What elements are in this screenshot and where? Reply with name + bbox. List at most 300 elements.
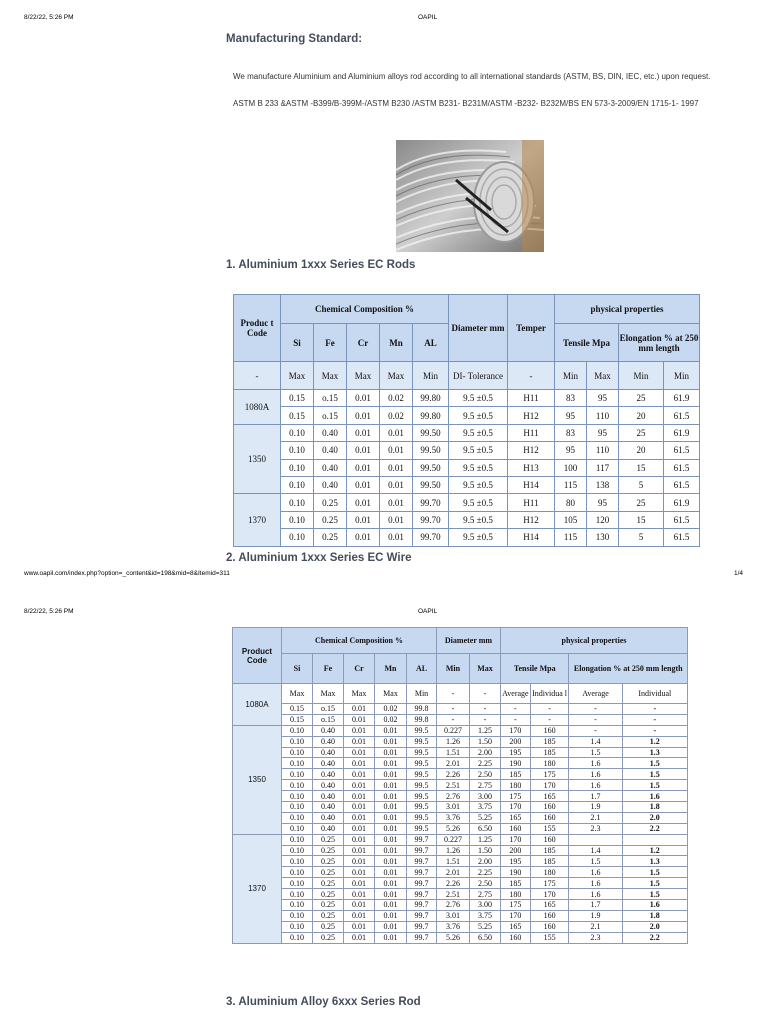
wire-cell: 2.26 xyxy=(437,878,470,889)
elongation-header: Elongation % at 250 mm length xyxy=(619,324,700,362)
product-code-cell: 1370 xyxy=(234,494,281,546)
wire-cell: 0.01 xyxy=(375,823,407,834)
cell-fe: 0.40 xyxy=(314,424,347,441)
wire-cell: 1.5 xyxy=(622,889,687,900)
wire-cell: 3.75 xyxy=(470,910,501,921)
cell-al: 99.70 xyxy=(413,511,449,528)
wire-limit-dmax: - xyxy=(470,684,501,704)
cell-dia: 9.5 ±0.5 xyxy=(449,529,508,546)
product-code-cell: 1350 xyxy=(234,424,281,494)
wire-cell: 2.1 xyxy=(569,812,622,823)
cell-temper: H14 xyxy=(508,476,555,493)
wire-cell: - xyxy=(470,714,501,725)
wire-cell: 0.01 xyxy=(375,834,407,845)
wire-cell: 1.6 xyxy=(569,769,622,780)
limit-tensile-min: Min xyxy=(555,362,587,390)
wire-cell: 0.10 xyxy=(282,845,313,856)
wire-limit-mn: Max xyxy=(375,684,407,704)
wire-cell: 99.7 xyxy=(407,932,437,943)
cell-fe: 0.25 xyxy=(314,511,347,528)
product-code-header: Produc t Code xyxy=(234,295,281,362)
cell-cr: 0.01 xyxy=(347,529,380,546)
limits-row xyxy=(234,362,700,390)
limit-si: Max xyxy=(281,362,314,390)
wire-cell: 99.7 xyxy=(407,921,437,932)
wire-cell: 0.01 xyxy=(344,758,375,769)
wire-cell: 99.5 xyxy=(407,769,437,780)
cell-mn: 0.02 xyxy=(380,390,413,407)
cell-dia: 9.5 ±0.5 xyxy=(449,407,508,424)
wire-cell: 99.5 xyxy=(407,780,437,791)
wire-cell: 5.26 xyxy=(437,823,470,834)
cell-fe: 0.25 xyxy=(314,494,347,511)
wire-cell: 2.25 xyxy=(470,758,501,769)
table-row xyxy=(233,758,688,769)
cell-t_min: 83 xyxy=(555,424,587,441)
cell-temper: H13 xyxy=(508,459,555,476)
cell-e1: 20 xyxy=(619,407,664,424)
table-row xyxy=(233,910,688,921)
cell-e1: 25 xyxy=(619,494,664,511)
wire-product-code-header: Product Code xyxy=(233,628,282,684)
cell-mn: 0.01 xyxy=(380,511,413,528)
wire-cell: 0.01 xyxy=(375,725,407,736)
wire-cell: 1.2 xyxy=(622,736,687,747)
wire-cell: 0.10 xyxy=(282,736,313,747)
wire-cell: 1.2 xyxy=(622,845,687,856)
wire-si-header: Si xyxy=(282,654,313,684)
wire-cell: 3.00 xyxy=(470,791,501,802)
wire-cell: - xyxy=(437,714,470,725)
wire-cell: 0.227 xyxy=(437,725,470,736)
wire-cell: 165 xyxy=(501,921,531,932)
wire-chemical-composition-header: Chemical Composition % xyxy=(282,628,437,654)
cell-cr: 0.01 xyxy=(347,442,380,459)
wire-cell: - xyxy=(622,714,687,725)
wire-cell: 0.01 xyxy=(375,769,407,780)
table-row xyxy=(233,878,688,889)
cell-dia: 9.5 ±0.5 xyxy=(449,476,508,493)
table-row xyxy=(233,714,688,725)
manufacturing-intro: We manufacture Aluminium and Aluminium alloys rod according to all international standards (ASTM, BS, DIN, IEC, etc.) upon request. xyxy=(233,72,711,81)
cell-t_min: 100 xyxy=(555,459,587,476)
limit-temper: - xyxy=(508,362,555,390)
wire-cell: - xyxy=(470,704,501,715)
cell-mn: 0.02 xyxy=(380,407,413,424)
wire-cell: 165 xyxy=(530,900,569,911)
wire-cell: 0.25 xyxy=(313,834,344,845)
cell-temper: H11 xyxy=(508,424,555,441)
wire-cell: 2.76 xyxy=(437,900,470,911)
wire-cell: - xyxy=(530,714,569,725)
wire-cell: 0.01 xyxy=(375,812,407,823)
cell-cr: 0.01 xyxy=(347,407,380,424)
wire-cell: 99.5 xyxy=(407,747,437,758)
print-site-title: OAPIL xyxy=(418,14,438,21)
cell-cr: 0.01 xyxy=(347,459,380,476)
manufacturing-standard-title: Manufacturing Standard: xyxy=(226,33,363,45)
wire-cell: 1.51 xyxy=(437,747,470,758)
print-date: 8/22/22, 5:26 PM xyxy=(24,14,74,21)
wire-cell: 0.40 xyxy=(313,780,344,791)
chemical-composition-header: Chemical Composition % xyxy=(281,295,449,324)
wire-cell: 1.6 xyxy=(569,867,622,878)
wire-cell: 1.6 xyxy=(569,889,622,900)
wire-limit-eavg: Average xyxy=(569,684,622,704)
cell-fe: 0.40 xyxy=(314,442,347,459)
wire-cell: 155 xyxy=(530,823,569,834)
table-row xyxy=(234,529,700,546)
wire-cell: 0.10 xyxy=(282,769,313,780)
wire-cell: 1.9 xyxy=(569,910,622,921)
wire-cell: 99.5 xyxy=(407,812,437,823)
wire-cell: 0.01 xyxy=(344,921,375,932)
wire-cell: 99.8 xyxy=(407,704,437,715)
wire-cell: 0.25 xyxy=(313,856,344,867)
wire-limit-fe: Max xyxy=(313,684,344,704)
wire-cell: - xyxy=(437,704,470,715)
table-row xyxy=(233,856,688,867)
wire-cell: 3.76 xyxy=(437,921,470,932)
cell-al: 99.70 xyxy=(413,494,449,511)
cell-e2: 61.9 xyxy=(664,494,700,511)
wire-cell: 0.10 xyxy=(282,812,313,823)
wire-tensile-header: Tensile Mpa xyxy=(501,654,569,684)
wire-limit-tind: Individua l xyxy=(530,684,569,704)
manufacturing-standards-list: ASTM B 233 &ASTM -B399/B-399M-/ASTM B230 /ASTM B231- B231M/ASTM -B232- B232M/BS EN 573-3-2009/EN 1715-1- 1997 xyxy=(233,99,699,108)
wire-cell: 2.51 xyxy=(437,889,470,900)
wire-cell: o.15 xyxy=(313,704,344,715)
cell-cr: 0.01 xyxy=(347,511,380,528)
wire-cell: 2.00 xyxy=(470,856,501,867)
wire-cell: 160 xyxy=(501,932,531,943)
table-row xyxy=(233,812,688,823)
cell-al: 99.70 xyxy=(413,529,449,546)
wire-cell: 185 xyxy=(501,769,531,780)
wire-cell: 170 xyxy=(501,802,531,813)
wire-cell: 0.10 xyxy=(282,834,313,845)
wire-cell: 0.10 xyxy=(282,823,313,834)
wire-cell: 0.40 xyxy=(313,725,344,736)
table-row xyxy=(233,747,688,758)
wire-cr-header: Cr xyxy=(344,654,375,684)
cell-fe: o.15 xyxy=(314,390,347,407)
wire-cell: 180 xyxy=(530,758,569,769)
cell-si: 0.10 xyxy=(281,494,314,511)
cell-si: 0.15 xyxy=(281,407,314,424)
cell-t_min: 115 xyxy=(555,529,587,546)
wire-cell: 1.5 xyxy=(569,747,622,758)
cell-e1: 15 xyxy=(619,511,664,528)
limit-elong-1: Min xyxy=(619,362,664,390)
wire-cell: 0.01 xyxy=(344,769,375,780)
wire-cell: 0.01 xyxy=(375,921,407,932)
wire-dia-max-header: Max xyxy=(470,654,501,684)
wire-cell: 175 xyxy=(501,791,531,802)
wire-cell: 99.5 xyxy=(407,823,437,834)
wire-cell: 0.01 xyxy=(375,932,407,943)
wire-cell: 1.5 xyxy=(622,867,687,878)
cell-mn: 0.01 xyxy=(380,424,413,441)
wire-cell: - xyxy=(569,704,622,715)
table-row xyxy=(233,834,688,845)
wire-cell: 0.10 xyxy=(282,921,313,932)
cell-e1: 25 xyxy=(619,424,664,441)
cell-cr: 0.01 xyxy=(347,424,380,441)
wire-cell: 0.01 xyxy=(344,845,375,856)
wire-cell: 0.40 xyxy=(313,736,344,747)
wire-al-header: AL xyxy=(407,654,437,684)
table-row xyxy=(233,704,688,715)
cell-t_max: 120 xyxy=(587,511,619,528)
wire-cell: 175 xyxy=(530,878,569,889)
wire-cell: 1.3 xyxy=(622,856,687,867)
wire-cell: 2.75 xyxy=(470,780,501,791)
table-row xyxy=(233,900,688,911)
wire-mn-header: Mn xyxy=(375,654,407,684)
wire-cell: 0.25 xyxy=(313,867,344,878)
limit-fe: Max xyxy=(314,362,347,390)
wire-cell: 99.5 xyxy=(407,725,437,736)
cell-e2: 61.5 xyxy=(664,407,700,424)
wire-cell: 2.01 xyxy=(437,867,470,878)
cell-t_max: 110 xyxy=(587,407,619,424)
wire-cell: 0.227 xyxy=(437,834,470,845)
cell-e1: 15 xyxy=(619,459,664,476)
cell-si: 0.10 xyxy=(281,442,314,459)
wire-cell: 1.8 xyxy=(622,802,687,813)
wire-cell: 0.01 xyxy=(375,747,407,758)
wire-cell: 3.76 xyxy=(437,812,470,823)
wire-cell: 99.8 xyxy=(407,714,437,725)
cell-cr: 0.01 xyxy=(347,390,380,407)
ec-wire-table xyxy=(232,627,688,944)
wire-cell: 175 xyxy=(530,769,569,780)
section-3-title: 3. Aluminium Alloy 6xxx Series Rod xyxy=(226,996,421,1008)
wire-cell: 2.01 xyxy=(437,758,470,769)
wire-cell: 0.01 xyxy=(375,878,407,889)
print-date-page-2: 8/22/22, 5:26 PM xyxy=(24,608,74,615)
limit-elong-2: Min xyxy=(664,362,700,390)
cell-t_max: 117 xyxy=(587,459,619,476)
wire-cell: 1.50 xyxy=(470,845,501,856)
wire-cell: 0.25 xyxy=(313,900,344,911)
wire-cell: 2.2 xyxy=(622,932,687,943)
wire-cell: 0.01 xyxy=(344,802,375,813)
wire-cell: 0.25 xyxy=(313,910,344,921)
wire-cell: 160 xyxy=(530,802,569,813)
cell-mn: 0.01 xyxy=(380,459,413,476)
fe-header: Fe xyxy=(314,324,347,362)
wire-cell: 0.01 xyxy=(344,878,375,889)
table-row xyxy=(233,823,688,834)
wire-cell: 0.01 xyxy=(344,704,375,715)
table-row xyxy=(234,511,700,528)
cell-e2: 61.9 xyxy=(664,390,700,407)
wire-cell: 2.76 xyxy=(437,791,470,802)
cell-si: 0.10 xyxy=(281,529,314,546)
cell-e2: 61.5 xyxy=(664,442,700,459)
wire-cell: 1.5 xyxy=(622,769,687,780)
wire-cell: 0.10 xyxy=(282,780,313,791)
wire-cell: 0.01 xyxy=(375,889,407,900)
table-row xyxy=(233,802,688,813)
limit-tensile-max: Max xyxy=(587,362,619,390)
cell-t_max: 95 xyxy=(587,424,619,441)
wire-physical-properties-header: physical properties xyxy=(501,628,688,654)
cell-dia: 9.5 ±0.5 xyxy=(449,390,508,407)
cell-mn: 0.01 xyxy=(380,494,413,511)
wire-product-code-cell: 1080A xyxy=(233,684,282,726)
cell-dia: 9.5 ±0.5 xyxy=(449,459,508,476)
wire-cell: 99.7 xyxy=(407,834,437,845)
wire-cell: 2.3 xyxy=(569,823,622,834)
wire-cell: 165 xyxy=(501,812,531,823)
wire-product-code-cell: 1370 xyxy=(233,834,282,943)
cell-al: 99.50 xyxy=(413,424,449,441)
wire-cell: 99.7 xyxy=(407,889,437,900)
cell-dia: 9.5 ±0.5 xyxy=(449,442,508,459)
table-row xyxy=(234,424,700,441)
wire-cell: 0.01 xyxy=(375,736,407,747)
wire-cell: 1.4 xyxy=(569,845,622,856)
wire-cell: 200 xyxy=(501,845,531,856)
wire-cell: - xyxy=(569,714,622,725)
mn-header: Mn xyxy=(380,324,413,362)
wire-cell: 0.01 xyxy=(344,900,375,911)
cell-al: 99.80 xyxy=(413,390,449,407)
cell-fe: 0.40 xyxy=(314,459,347,476)
wire-dia-min-header: Min xyxy=(437,654,470,684)
wire-cell: 175 xyxy=(501,900,531,911)
wire-cell: - xyxy=(530,704,569,715)
table-row xyxy=(234,494,700,511)
al-header: AL xyxy=(413,324,449,362)
table-row xyxy=(233,845,688,856)
wire-cell: 0.01 xyxy=(344,791,375,802)
aluminium-rod-coil-photo xyxy=(396,140,544,252)
wire-cell: 0.01 xyxy=(344,714,375,725)
wire-cell: 170 xyxy=(501,725,531,736)
wire-cell: 99.7 xyxy=(407,867,437,878)
cell-t_min: 95 xyxy=(555,442,587,459)
table-row xyxy=(233,780,688,791)
wire-cell: 0.01 xyxy=(375,856,407,867)
cell-t_min: 83 xyxy=(555,390,587,407)
cell-al: 99.80 xyxy=(413,407,449,424)
wire-cell: 0.10 xyxy=(282,747,313,758)
cell-e1: 25 xyxy=(619,390,664,407)
wire-cell: 195 xyxy=(501,856,531,867)
wire-cell: 5.26 xyxy=(437,932,470,943)
wire-cell: 0.10 xyxy=(282,889,313,900)
wire-cell: 180 xyxy=(530,867,569,878)
cell-e2: 61.9 xyxy=(664,424,700,441)
wire-limit-eind: Individual xyxy=(622,684,687,704)
cell-al: 99.50 xyxy=(413,459,449,476)
wire-cell: 1.25 xyxy=(470,725,501,736)
wire-cell: 0.25 xyxy=(313,921,344,932)
wire-cell: 1.26 xyxy=(437,845,470,856)
cell-t_min: 115 xyxy=(555,476,587,493)
wire-cell: 1.6 xyxy=(622,791,687,802)
temper-header: Temper xyxy=(508,295,555,362)
wire-cell: 190 xyxy=(501,867,531,878)
wire-cell: 6.50 xyxy=(470,823,501,834)
wire-cell: 1.25 xyxy=(470,834,501,845)
wire-cell: 0.10 xyxy=(282,725,313,736)
wire-product-code-cell: 1350 xyxy=(233,725,282,834)
wire-cell: 5.25 xyxy=(470,921,501,932)
wire-cell: 190 xyxy=(501,758,531,769)
wire-cell: 0.40 xyxy=(313,747,344,758)
wire-cell: 2.50 xyxy=(470,769,501,780)
wire-cell: 2.51 xyxy=(437,780,470,791)
limit-mn: Max xyxy=(380,362,413,390)
wire-cell: 185 xyxy=(501,878,531,889)
wire-cell: 1.5 xyxy=(569,856,622,867)
cell-t_min: 80 xyxy=(555,494,587,511)
cell-cr: 0.01 xyxy=(347,476,380,493)
cell-mn: 0.01 xyxy=(380,442,413,459)
cell-mn: 0.01 xyxy=(380,476,413,493)
wire-cell: 99.7 xyxy=(407,900,437,911)
cell-si: 0.10 xyxy=(281,459,314,476)
wire-cell: 1.6 xyxy=(622,900,687,911)
table-row xyxy=(233,791,688,802)
wire-cell: 2.1 xyxy=(569,921,622,932)
wire-cell: 1.50 xyxy=(470,736,501,747)
wire-cell: 1.5 xyxy=(622,878,687,889)
wire-cell: 165 xyxy=(530,791,569,802)
cell-si: 0.10 xyxy=(281,476,314,493)
wire-cell: 0.01 xyxy=(375,780,407,791)
cell-e2: 61.5 xyxy=(664,511,700,528)
wire-cell: 99.5 xyxy=(407,802,437,813)
wire-cell: 2.00 xyxy=(470,747,501,758)
wire-limit-cr: Max xyxy=(344,684,375,704)
wire-cell: 1.51 xyxy=(437,856,470,867)
wire-limit-tavg: Average xyxy=(501,684,531,704)
wire-cell: 99.7 xyxy=(407,856,437,867)
wire-cell: 160 xyxy=(530,910,569,921)
wire-cell: 2.2 xyxy=(622,823,687,834)
wire-diameter-header: Diameter mm xyxy=(437,628,501,654)
wire-cell: 0.01 xyxy=(344,812,375,823)
table-row xyxy=(234,442,700,459)
diameter-header: Diameter mm xyxy=(449,295,508,362)
table-row xyxy=(233,769,688,780)
wire-cell: 0.01 xyxy=(344,889,375,900)
wire-cell: 160 xyxy=(530,725,569,736)
wire-cell: 170 xyxy=(530,780,569,791)
table-row xyxy=(233,867,688,878)
wire-cell: 3.01 xyxy=(437,910,470,921)
cell-t_max: 95 xyxy=(587,390,619,407)
wire-cell: 3.00 xyxy=(470,900,501,911)
cell-fe: o.15 xyxy=(314,407,347,424)
cell-dia: 9.5 ±0.5 xyxy=(449,494,508,511)
cell-si: 0.10 xyxy=(281,424,314,441)
cell-temper: H12 xyxy=(508,407,555,424)
table-row xyxy=(233,736,688,747)
wire-cell: 99.5 xyxy=(407,791,437,802)
cell-t_max: 110 xyxy=(587,442,619,459)
wire-cell: 1.6 xyxy=(569,780,622,791)
cell-e1: 5 xyxy=(619,529,664,546)
wire-cell: 0.01 xyxy=(375,791,407,802)
wire-cell: 0.01 xyxy=(344,823,375,834)
